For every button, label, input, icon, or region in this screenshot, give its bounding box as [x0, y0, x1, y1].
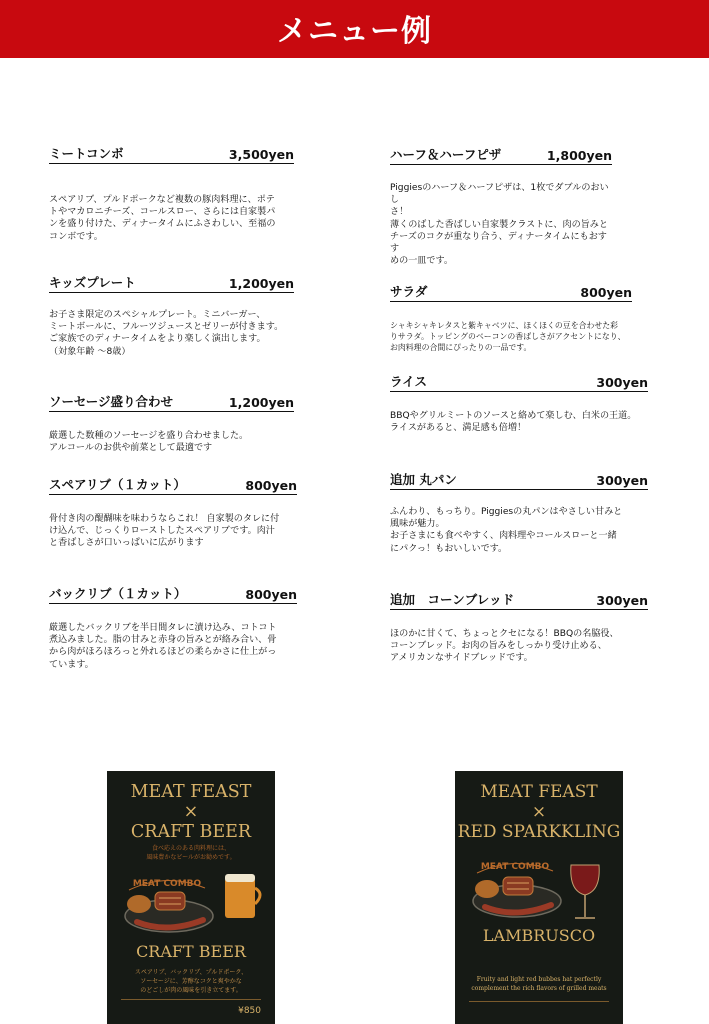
item-price: 300yen [596, 375, 648, 390]
item-name: 追加 丸パン [390, 472, 457, 487]
item-description: ふんわり、もっちり。Piggiesの丸パンはやさしい甘みと 風味が魅力。 お子さまにも食べやすく、肉料理やコールスローと一緒 にパクっ！もおいしいです。 [390, 507, 623, 554]
item-name: スペアリブ（１カット） [49, 477, 186, 492]
item-price: 300yen [596, 593, 648, 608]
menu-item-sausage-platter [49, 395, 294, 454]
item-price: 300yen [596, 473, 648, 488]
item-price: 800yen [245, 587, 297, 602]
item-name: ソーセージ盛り合わせ [49, 394, 174, 409]
divider [469, 1001, 609, 1002]
meat-combo-illustration [107, 864, 275, 944]
divider [121, 999, 261, 1000]
poster-combo-label: MEAT COMBO [480, 862, 550, 872]
poster-title: MEAT FEAST × CRAFT BEER [130, 782, 252, 842]
steak-icon [155, 892, 185, 910]
item-description: BBQやグリルミートのソースと絡めて楽しむ、白米の王道。 ライスがあると、満足感も倍増！ [390, 411, 637, 434]
menu-item-kids-plate [49, 276, 294, 358]
poster-lambrusco [455, 771, 623, 1024]
item-price: 800yen [580, 285, 632, 300]
menu-item-half-pizza [390, 148, 612, 267]
item-price: 3,500yen [228, 147, 294, 162]
item-name: ミートコンボ [49, 146, 124, 161]
poster-craft-beer [107, 771, 275, 1024]
poster-description: スペアリブ、バックリブ、プルドポーク、 ソーセージに、芳醇なコクと爽やかな のどごしが肉の風味を引き立てます。 [134, 969, 248, 994]
item-description: お子さま限定のスペシャルプレート。ミニバーガー、 ミートボールに、フルーツジュースとゼリーが付きます。 ご家族でのディナータイムをより楽しく演出します。 （対象年齢 ～8歳） [49, 310, 284, 357]
chicken-leg-icon [127, 895, 151, 913]
menu-item-rice [390, 375, 648, 434]
item-description: Piggiesのハーフ＆ハーフピザは、1枚でダブルのおいし さ！ 薄くのばした香ばしい自家製クラストに、肉の旨みと チーズのコクが重なり合う、ディナータイムにもおすす めの一皿です。 [390, 183, 609, 267]
poster-combo-label: MEAT COMBO [132, 879, 202, 889]
menu-item-meat-combo [49, 147, 294, 243]
poster-price: ¥850 [238, 1006, 261, 1016]
header-bar [0, 0, 709, 58]
page-title: メニュー例 [277, 14, 432, 49]
item-description: 厳選したバックリブを半日間タレに漬け込み、コトコト 煮込みました。脂の甘みと赤身の旨みとが絡み合い、骨 から肉がほろほろっと外れるほどの柔らかさに仕上がっ ています。 [49, 623, 277, 670]
poster-description: Fruity and light red bubbes hat perfectly complement the rich flavors of grilled meats [471, 976, 607, 992]
item-name: 追加 コーンブレッド [390, 592, 515, 607]
menu-item-back-rib [49, 587, 297, 671]
wine-glass-icon [571, 865, 599, 895]
item-price: 1,200yen [228, 276, 294, 291]
poster-title: MEAT FEAST × RED SPARKKLING [457, 782, 621, 842]
item-name: サラダ [390, 284, 428, 299]
poster-subtitle: 食べ応えのある肉料理には、 風味豊かなビールがお勧めです。 [146, 845, 236, 861]
item-name: ライス [390, 374, 428, 389]
menu-item-cornbread [390, 593, 648, 665]
item-description: スペアリブ、プルドポークなど複数の豚肉料理に、ポテ トやマカロニチーズ、コールスロー、さらには自家製パ ンを盛り付けた、ディナータイムにふさわしい、至福の コンボです。 [49, 195, 276, 242]
meat-combo-illustration [455, 847, 623, 937]
item-description: シャキシャキレタスと紫キャベツに、ほくほくの豆を合わせた彩 りサラダ。トッピングのベーコンの香ばしさがアクセントになり、 お肉料理の合間にぴったりの一品です。 [390, 321, 626, 352]
menu-item-salad [390, 285, 632, 353]
item-price: 800yen [245, 478, 297, 493]
item-description: ほのかに甘くて、ちょっとクセになる！BBQの名脇役、 コーンブレッド。お肉の旨みをしっかり受け止める、 アメリカンなサイドブレッドです。 [390, 629, 619, 664]
item-name: バックリブ（１カット） [49, 586, 187, 601]
item-name: ハーフ＆ハーフピザ [390, 147, 502, 162]
menu-item-spare-rib [49, 478, 297, 550]
item-name: キッズプレート [49, 275, 136, 290]
item-description: 厳選した数種のソーセージを盛り合わせました。 アルコールのお供や前菜として最適です [49, 431, 249, 454]
steak-icon [503, 877, 533, 895]
menu-item-bun [390, 473, 648, 555]
poster-drink-name: LAMBRUSCO [482, 926, 596, 945]
item-description: 骨付き肉の醍醐味を味わうならこれ！ 自家製のタレに付 け込んで、じっくりローストしたスペアリブです。肉汁 と香ばしさが口いっぱいに広がります [49, 514, 280, 549]
item-price: 1,800yen [546, 148, 612, 163]
item-price: 1,200yen [228, 395, 294, 410]
beer-glass-icon [225, 878, 255, 918]
poster-drink-name: CRAFT BEER [136, 942, 246, 961]
chicken-leg-icon [475, 880, 499, 898]
